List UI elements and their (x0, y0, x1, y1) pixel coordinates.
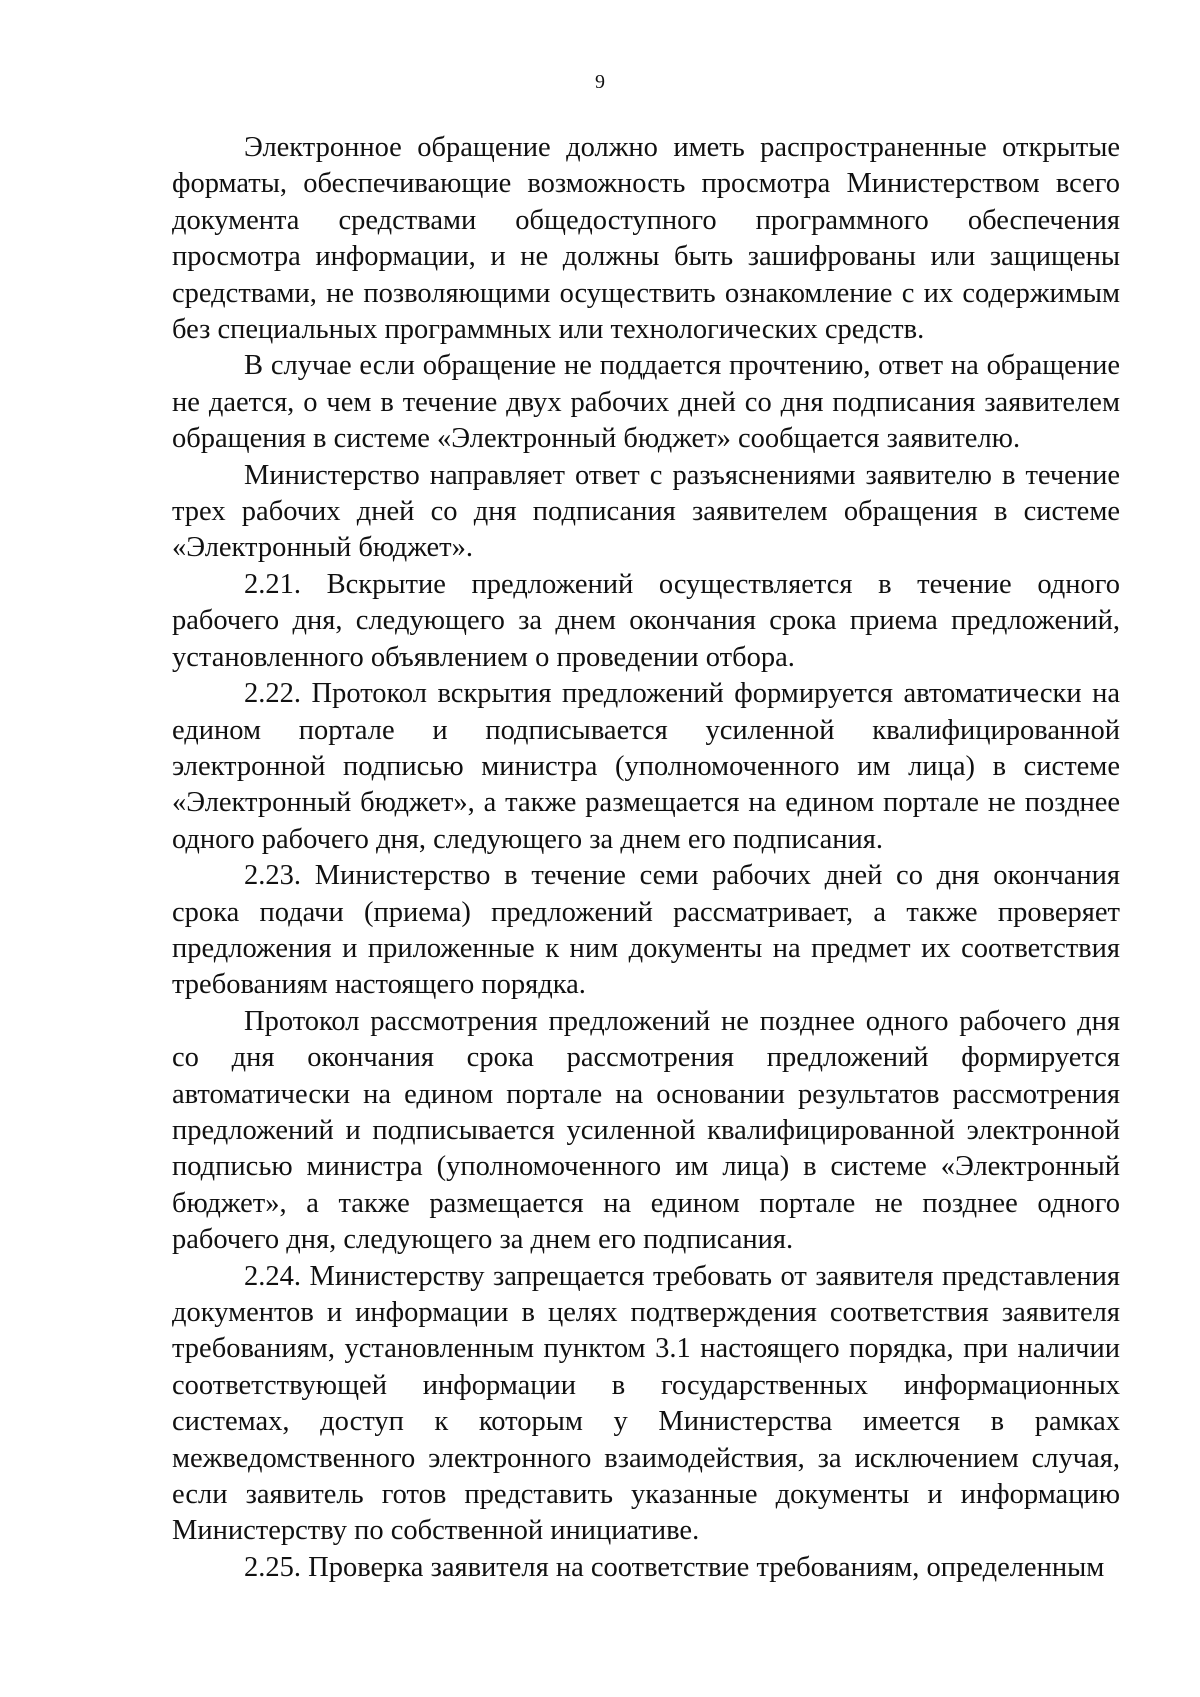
page-number: 9 (595, 71, 605, 93)
document-body (172, 130, 1120, 1586)
paragraph-2-22: 2.22. Протокол вскрытия предложений формируется автоматически на едином портале и подписывается усиленной квалифицированной электронной подписью министра (уполномоченного им лица) в системе «Электронный бюджет», а также размещается на едином портале не позднее одного рабочего дня, следующего за днем его подписания. (172, 678, 1120, 855)
paragraph-electronic-appeal-formats: Электронное обращение должно иметь распространенные открытые форматы, обеспечивающие возможность просмотра Министерством всего документа средствами общедоступного программного обеспечения просмотра информации, и не должны быть зашифрованы или защищены средствами, не позволяющими осуществить ознакомление с их содержимым без специальных программных или технологических средств. (172, 132, 1120, 346)
paragraph-review-protocol: Протокол рассмотрения предложений не позднее одного рабочего дня со дня окончания срока рассмотрения предложений формируется автоматически на едином портале на основании результатов рассмотрения предложений и подписывается усиленной квалифицированной электронной подписью министра (уполномоченного им лица) в системе «Электронный бюджет», а также размещается на едином портале не позднее одного рабочего дня, следующего за днем его подписания. (172, 1005, 1120, 1256)
paragraph-2-24: 2.24. Министерству запрещается требовать от заявителя представления документов и информации в целях подтверждения соответствия заявителя требованиям, установленным пунктом 3.1 настоящего порядка, при наличии соответствующей информации в государственных информационных системах, доступ к которым у Министерства имеется в рамках межведомственного электронного взаимодействия, за исключением случая, если заявитель готов представить указанные документы и информацию Министерству по собственной инициативе. (172, 1260, 1120, 1547)
paragraph-2-21: 2.21. Вскрытие предложений осуществляется в течение одного рабочего дня, следующего за днем окончания срока приема предложений, установленного объявлением о проведении отбора. (172, 568, 1120, 673)
paragraph-ministry-response: Министерство направляет ответ с разъяснениями заявителю в течение трех рабочих дней со дня подписания заявителем обращения в системе «Электронный бюджет». (172, 459, 1120, 564)
paragraph-2-25: 2.25. Проверка заявителя на соответствие требованиям, определенным (244, 1551, 1105, 1583)
paragraph-unreadable-appeal: В случае если обращение не поддается прочтению, ответ на обращение не дается, о чем в течение двух рабочих дней со дня подписания заявителем обращения в системе «Электронный бюджет» сообщается заявителю. (172, 350, 1120, 455)
paragraph-2-23: 2.23. Министерство в течение семи рабочих дней со дня окончания срока подачи (приема) предложений рассматривает, а также проверяет предложения и приложенные к ним документы на предмет их соответствия требованиям настоящего порядка. (172, 860, 1120, 1001)
